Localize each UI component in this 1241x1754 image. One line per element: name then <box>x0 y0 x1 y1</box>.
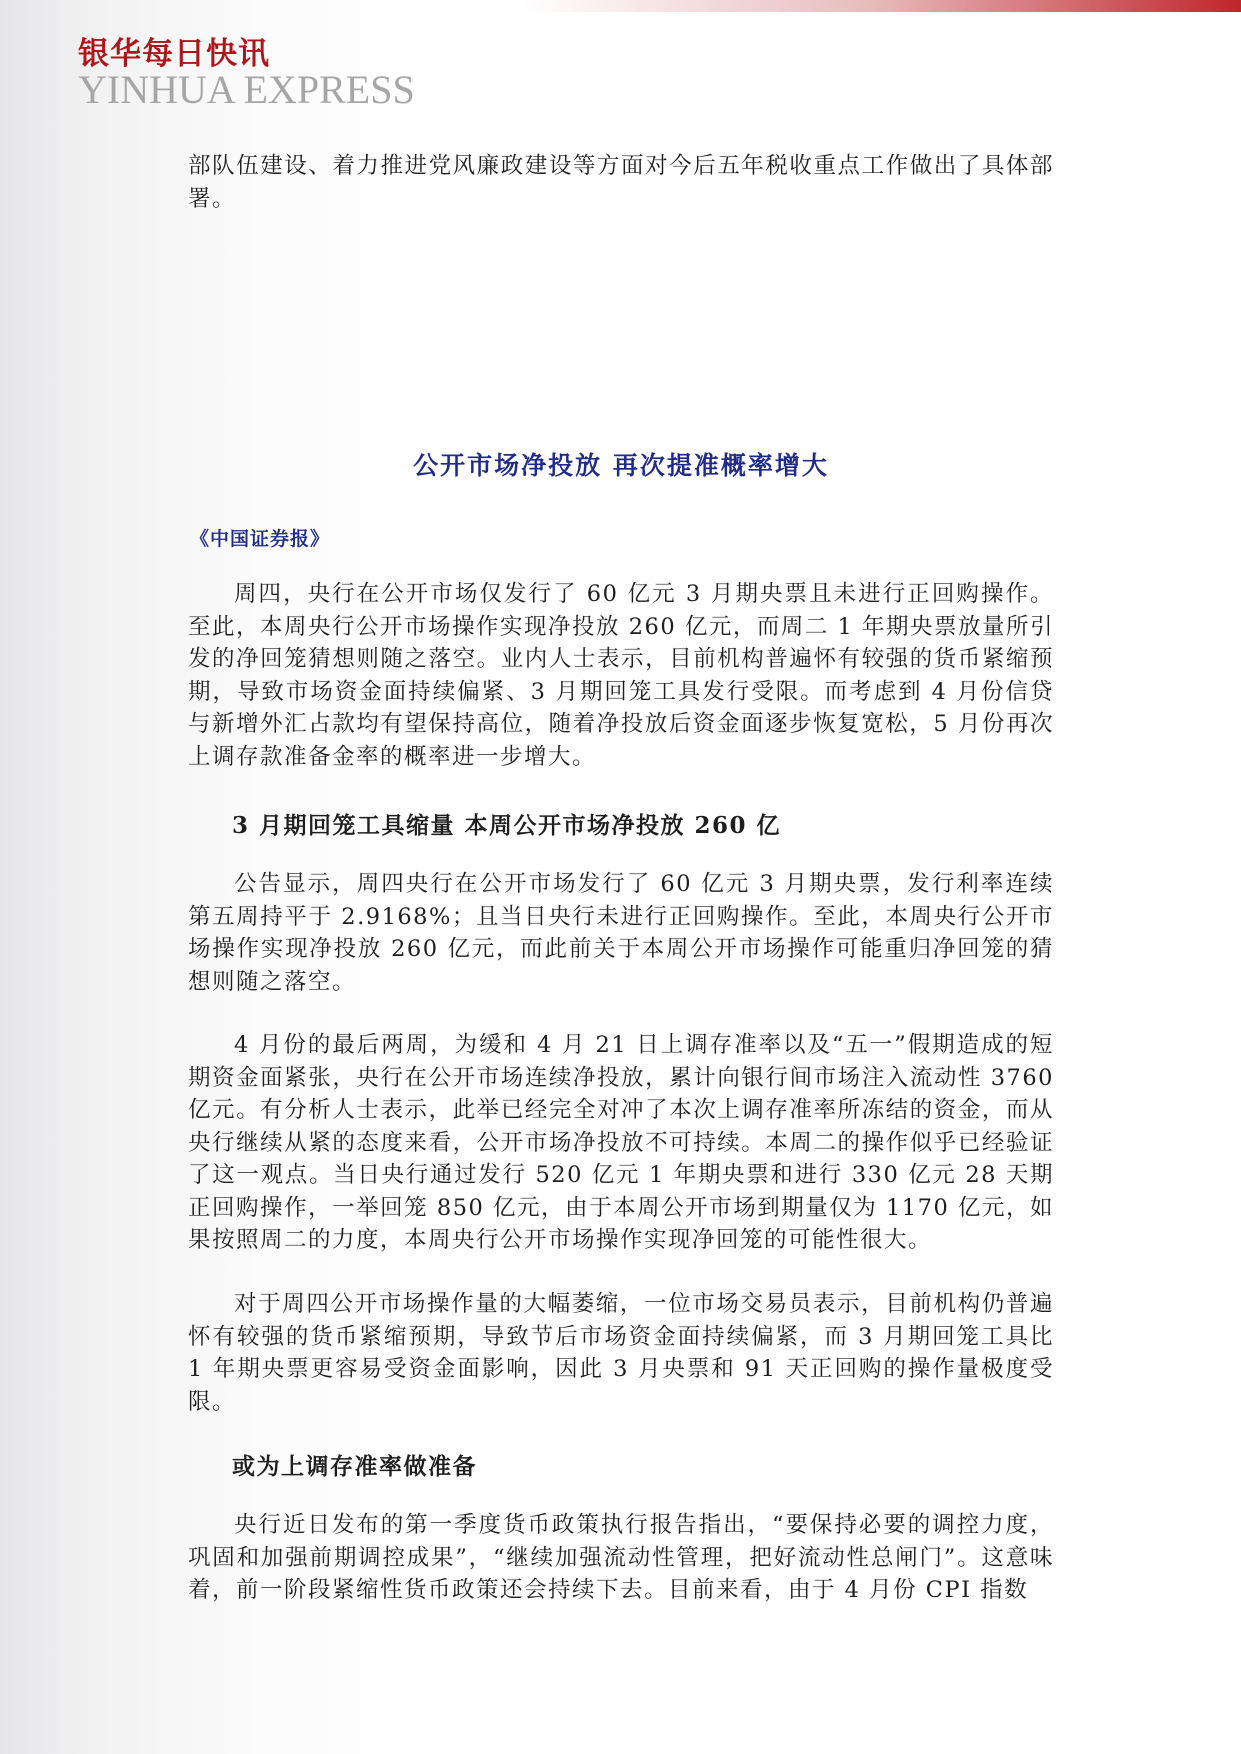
subheading-1: 3 月期回笼工具缩量 本周公开市场净投放 260 亿 <box>232 812 782 839</box>
article-body-paragraph-1-block <box>188 578 1054 773</box>
article-body-paragraph-2-block <box>188 868 1054 998</box>
header-accent-bar <box>0 0 1241 12</box>
continued-paragraph-block <box>188 150 1054 215</box>
logo-english-text: YINHUA EXPRESS <box>78 67 415 112</box>
article-paragraph-5: 央行近日发布的第一季度货币政策执行报告指出，“要保持必要的调控力度，巩固和加强前期调控成果”，“继续加强流动性管理，把好流动性总闸门”。这意味着，前一阶段紧缩性货币政策还会持续下去。目前来看，由于 4 月份 CPI 指数 <box>188 1512 1054 1603</box>
subheading-2-block <box>188 1448 1054 1481</box>
continued-paragraph: 部队伍建设、着力推进党风廉政建设等方面对今后五年税收重点工作做出了具体部署。 <box>188 153 1054 212</box>
article-body-paragraph-5-block <box>188 1509 1054 1607</box>
logo-chinese-text: 银华每日快讯 <box>78 36 270 72</box>
article-body-paragraph-4-block <box>188 1288 1054 1418</box>
subheading-1-block <box>188 807 1054 840</box>
article-paragraph-3: 4 月份的最后两周，为缓和 4 月 21 日上调存准率以及“五一”假期造成的短期资金面紧张，央行在公开市场连续净投放，累计向银行间市场注入流动性 3760 亿元。有分析人士表示，此举已经完全对冲了本次上调存准率所冻结的资金，而从央行继续从紧的态度来看，公开市场净投放不可持续。本周二的操作似乎已经验证了这一观点。当日央行通过发行 520 亿元 1 年期央票和进行 330 亿元 28 天期正回购操作，一举回笼 850 亿元，由于本周公开市场到期量仅为 1170 亿元，如果按照周二的力度，本周央行公开市场操作实现净回笼的可能性很大。 <box>188 1032 1054 1253</box>
yinhua-express-logo <box>78 36 415 110</box>
article-paragraph-1: 周四，央行在公开市场仅发行了 60 亿元 3 月期央票且未进行正回购操作。至此，本周央行公开市场操作实现净投放 260 亿元，而周二 1 年期央票放量所引发的净回笼猜想则随之落空。业内人士表示，目前机构普遍怀有较强的货币紧缩预期，导致市场资金面持续偏紧、3 月期回笼工具发行受限。而考虑到 4 月份信贷与新增外汇占款均有望保持高位，随着净投放后资金面逐步恢复宽松，5 月份再次上调存款准备金率的概率进一步增大。 <box>188 581 1054 770</box>
subheading-2: 或为上调存准率做准备 <box>232 1453 477 1480</box>
article-source: 《中国证券报》 <box>190 528 331 550</box>
article-body-paragraph-3-block <box>188 1029 1054 1257</box>
article-paragraph-2: 公告显示，周四央行在公开市场发行了 60 亿元 3 月期央票，发行利率连续第五周持平于 2.9168%；且当日央行未进行正回购操作。至此，本周央行公开市场操作实现净投放 260 亿元，而此前关于本周公开市场操作可能重归净回笼的猜想则随之落空。 <box>188 871 1054 995</box>
article-paragraph-4: 对于周四公开市场操作量的大幅萎缩，一位市场交易员表示，目前机构仍普遍怀有较强的货币紧缩预期，导致节后市场资金面持续偏紧，而 3 月期回笼工具比 1 年期央票更容易受资金面影响，因此 3 月央票和 91 天正回购的操作量极度受限。 <box>188 1291 1054 1415</box>
article-title: 公开市场净投放 再次提准概率增大 <box>413 451 829 480</box>
